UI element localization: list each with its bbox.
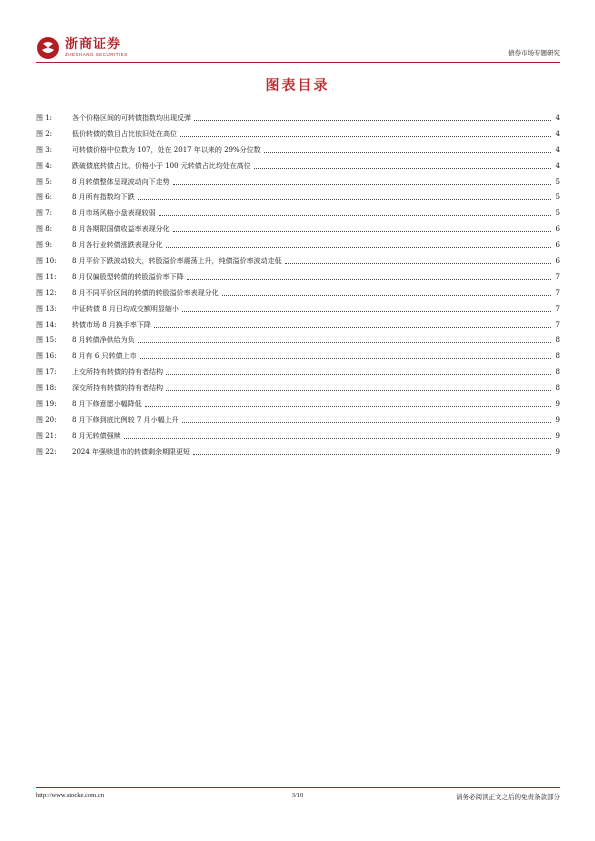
toc-figure-label: 图 14: <box>36 320 57 329</box>
toc-dot-leader <box>140 358 551 359</box>
toc-entry[interactable] <box>36 444 560 460</box>
toc-entry[interactable] <box>36 364 560 380</box>
toc-figure-label: 图 9: <box>36 241 53 250</box>
toc-page-number: 8 <box>555 352 560 361</box>
toc-figure-label: 图 4: <box>36 161 53 170</box>
toc-dot-leader <box>182 422 551 423</box>
toc-figure-label: 图 11: <box>36 272 57 281</box>
toc-entry[interactable] <box>36 158 560 174</box>
toc-figure-label: 图 18: <box>36 384 57 393</box>
toc-figure-label: 图 6: <box>36 193 53 202</box>
toc-figure-title: 8 月不同平价区间的转债的转股溢价率表现分化 <box>72 288 219 297</box>
logo-chinese-name: 浙商证券 <box>65 37 122 52</box>
toc-page-number: 4 <box>555 161 560 170</box>
toc-figure-title: 8 月下修到底比例较 7 月小幅上升 <box>72 415 179 424</box>
toc-figure-title: 8 月无转债强赎 <box>72 431 121 440</box>
toc-figure-title: 8 月转债净供给为负 <box>72 336 135 345</box>
toc-figure-label: 图 7: <box>36 209 53 218</box>
toc-page-number: 6 <box>555 241 560 250</box>
footer-disclaimer: 请务必阅读正文之后的免责条款部分 <box>456 793 560 801</box>
toc-page-number: 4 <box>555 129 560 138</box>
toc-entry[interactable] <box>36 189 560 205</box>
toc-figure-title: 2024 年强赎退市的转债剩余期限更短 <box>72 447 191 456</box>
toc-figure-title: 可转债价格中位数为 107，处在 2017 年以来的 29%分位数 <box>72 145 261 154</box>
toc-page-number: 7 <box>555 304 560 313</box>
toc-figure-title: 8 月所有指数均下跌 <box>72 193 135 202</box>
company-logo <box>36 36 128 60</box>
footer-divider <box>36 787 560 788</box>
toc-figure-title: 8 月平价下跌波动较大，转股溢价率震荡上升，纯债溢价率波动走低 <box>72 256 282 265</box>
toc-figure-label: 图 12: <box>36 288 57 297</box>
toc-figure-title: 8 月各期限国债收益率表现分化 <box>72 225 170 234</box>
toc-dot-leader <box>180 136 551 137</box>
toc-page-number: 7 <box>555 320 560 329</box>
page-number: 3/10 <box>291 792 304 799</box>
toc-page-number: 8 <box>555 368 560 377</box>
toc-entry[interactable] <box>36 237 560 253</box>
toc-figure-title: 上交所持有转债的持有者结构 <box>72 368 163 377</box>
toc-entry[interactable] <box>36 412 560 428</box>
toc-figure-title: 8 月仅偏股型转债的转股溢价率下降 <box>72 272 184 281</box>
page-title: 图表目录 <box>265 78 330 94</box>
company-logo-icon <box>36 36 60 60</box>
toc-page-number: 6 <box>555 256 560 265</box>
toc-figure-label: 图 5: <box>36 177 53 186</box>
figure-table-of-contents <box>36 110 560 460</box>
toc-page-number: 9 <box>555 447 560 456</box>
toc-dot-leader <box>166 247 551 248</box>
toc-entry[interactable] <box>36 205 560 221</box>
toc-dot-leader <box>138 342 551 343</box>
toc-entry[interactable] <box>36 380 560 396</box>
toc-page-number: 6 <box>555 225 560 234</box>
toc-page-number: 4 <box>555 113 560 122</box>
toc-page-number: 7 <box>555 272 560 281</box>
toc-dot-leader <box>285 263 551 264</box>
toc-figure-label: 图 16: <box>36 352 57 361</box>
toc-figure-label: 图 17: <box>36 368 57 377</box>
toc-figure-label: 图 10: <box>36 256 57 265</box>
toc-figure-title: 8 月市场风格小盘表现较弱 <box>72 209 156 218</box>
toc-entry[interactable] <box>36 332 560 348</box>
toc-page-number: 9 <box>555 431 560 440</box>
toc-dot-leader <box>254 168 551 169</box>
toc-figure-label: 图 2: <box>36 129 53 138</box>
toc-entry[interactable] <box>36 348 560 364</box>
toc-dot-leader <box>264 152 551 153</box>
toc-dot-leader <box>194 120 551 121</box>
toc-dot-leader <box>145 406 551 407</box>
toc-dot-leader <box>166 390 551 391</box>
toc-dot-leader <box>124 438 551 439</box>
toc-dot-leader <box>166 374 551 375</box>
toc-page-number: 8 <box>555 384 560 393</box>
toc-dot-leader <box>154 327 551 328</box>
toc-dot-leader <box>222 295 551 296</box>
toc-page-number: 5 <box>555 177 560 186</box>
toc-entry[interactable] <box>36 285 560 301</box>
toc-page-number: 5 <box>555 209 560 218</box>
toc-entry[interactable] <box>36 253 560 269</box>
toc-figure-label: 图 3: <box>36 145 53 154</box>
toc-entry[interactable] <box>36 301 560 317</box>
toc-figure-label: 图 22: <box>36 447 57 456</box>
logo-english-name: ZHESHANG SECURITIES <box>65 52 128 57</box>
toc-figure-title: 8 月下修意愿小幅降低 <box>72 399 142 408</box>
toc-page-number: 7 <box>555 288 560 297</box>
footer-url-link[interactable]: http://www.stocke.com.cn <box>36 792 104 799</box>
toc-entry[interactable] <box>36 174 560 190</box>
toc-dot-leader <box>182 311 551 312</box>
toc-figure-title: 中证转债 8 月日均成交额明显缩小 <box>72 304 179 313</box>
toc-figure-label: 图 15: <box>36 336 57 345</box>
toc-figure-title: 深交所持有转债的持有者结构 <box>72 384 163 393</box>
toc-figure-title: 转债市场 8 月换手率下降 <box>72 320 151 329</box>
toc-page-number: 9 <box>555 399 560 408</box>
toc-figure-title: 各个价格区间的可转债指数均出现反弹 <box>72 113 191 122</box>
toc-figure-label: 图 1: <box>36 113 53 122</box>
toc-entry[interactable] <box>36 317 560 333</box>
toc-page-number: 8 <box>555 336 560 345</box>
report-type-label: 债券市场专题研究 <box>508 49 560 57</box>
toc-dot-leader <box>173 231 551 232</box>
toc-dot-leader <box>173 184 551 185</box>
toc-figure-label: 图 8: <box>36 225 53 234</box>
toc-page-number: 9 <box>555 415 560 424</box>
toc-dot-leader <box>187 279 551 280</box>
toc-page-number: 5 <box>555 193 560 202</box>
toc-figure-title: 8 月有 6 只转债上市 <box>72 352 137 361</box>
toc-figure-label: 图 13: <box>36 304 57 313</box>
toc-page-number: 4 <box>555 145 560 154</box>
toc-dot-leader <box>138 199 551 200</box>
toc-figure-label: 图 20: <box>36 415 57 424</box>
toc-entry[interactable] <box>36 269 560 285</box>
toc-figure-label: 图 19: <box>36 399 57 408</box>
toc-figure-label: 图 21: <box>36 431 57 440</box>
toc-dot-leader <box>193 454 551 455</box>
toc-entry[interactable] <box>36 396 560 412</box>
toc-entry[interactable] <box>36 110 560 126</box>
toc-figure-title: 8 月各行业转债涨跌表现分化 <box>72 241 163 250</box>
toc-figure-title: 8 月转债整体呈现波动向下走势 <box>72 177 170 186</box>
toc-entry[interactable] <box>36 221 560 237</box>
toc-figure-title: 跌破债底转债占比、价格小于 100 元转债占比均处在高位 <box>72 161 251 170</box>
toc-dot-leader <box>159 215 551 216</box>
header-divider <box>36 62 560 63</box>
toc-entry[interactable] <box>36 428 560 444</box>
toc-figure-title: 低价转债的数目占比依旧处在高位 <box>72 129 177 138</box>
toc-entry[interactable] <box>36 126 560 142</box>
toc-entry[interactable] <box>36 142 560 158</box>
